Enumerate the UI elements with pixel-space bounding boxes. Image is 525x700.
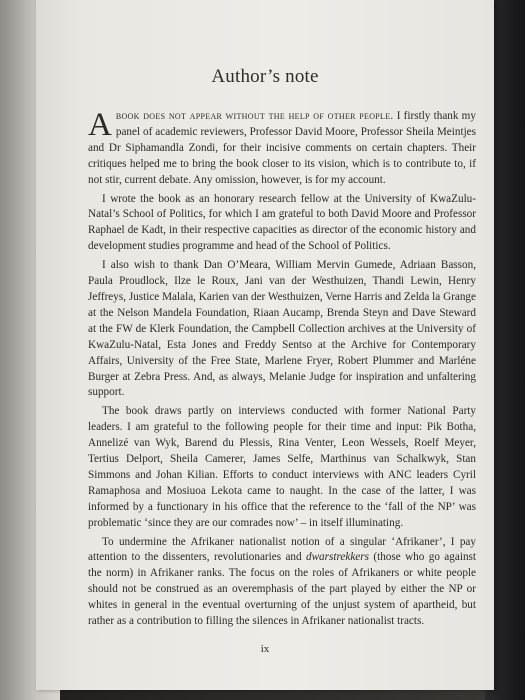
paragraph-text: (those who go against the norm) in Afrikaner ranks. The focus on the roles of Afrikaners or white people should not be construed as an overemphasis of the part played by either the NP or whites in general in the eventual overturning of the unjust system of apartheid, but rather as a contribution to filling the silences in Afrikaner nationalist tracts. [88, 551, 476, 628]
paragraph-research-fellow: I wrote the book as an honorary research fellow at the University of KwaZulu-Natal’s School of Politics, for which I am grateful to both David Moore and Professor Raphael de Kadt, in their respective capacities as director of the economic history and development studies programme and head of the School of Politics. [88, 192, 476, 253]
paragraph-dissenters [88, 535, 476, 630]
drop-cap: A [88, 107, 112, 143]
opening-small-caps: book does not appear without the help of other people. [115, 110, 394, 122]
paragraph-acknowledgements-reviewers [88, 109, 476, 189]
book-page [36, 0, 494, 690]
paragraph-interviews: The book draws partly on interviews conducted with former National Party leaders. I am grateful to the following people for their time and input: Pik Botha, Annelizé van Wyk, Barend du Plessis, Rina Venter, Leon Wessels, Roelf Meyer, Tertius Delport, Sheila Camerer, James Selfe, Marthinus van Schalkwyk, Stan Simmons and Johan Kilian. Efforts to conduct interviews with ANC leaders Cyril Ramaphosa and Mosiuoa Lekota came to naught. In the case of the latter, I was informed by a functionary in his office that the reference to the ‘fall of the NP’ was problematic ‘since they are our comrades now’ – in itself illuminating. [88, 405, 476, 529]
paragraph-thanks: I also wish to thank Dan O’Meara, William Mervin Gumede, Adriaan Basson, Paula Proudlock, Ilze le Roux, Jani van der Westhuizen, Thandi Lewin, Henry Jeffreys, Justice Malala, Karien van der Westhuizen, Verne Harris and Zelda la Grange at the Nelson Mandela Foundation, Riaan Aucamp, Brenda Steyn and Dave Steward at the FW de Klerk Foundation, the Campbell Collection archives at the University of KwaZulu-Natal, Esta Jones and Freddy Sentso at the Archive for Contemporary Affairs, University of the Free State, Marlene Fryer, Robert Plummer and Marléne Burger at Zebra Press. And, as always, Melanie Judge for inspiration and unfaltering support. [88, 259, 476, 399]
page-title: Author’s note [211, 66, 319, 87]
page-number: ix [260, 643, 270, 655]
paragraph-text: To undermine the Afrikaner nationalist notion of a singular ‘Afrikaner’, I pay attention to the dissenters, revolutionaries and [88, 535, 476, 564]
italic-term: dwarstrekkers [306, 551, 369, 564]
page-body [88, 109, 476, 633]
paragraph-text: I firstly thank my panel of academic reviewers, Professor David Moore, Professor Sheila Meintjes and Dr Siphamandla Zondi, for their incisive comments on certain chapters. Their critiques helped me to bring the book closer to its vision, which is to contribute to, if not stir, current debate. Any omission, however, is for my account. [88, 110, 476, 186]
